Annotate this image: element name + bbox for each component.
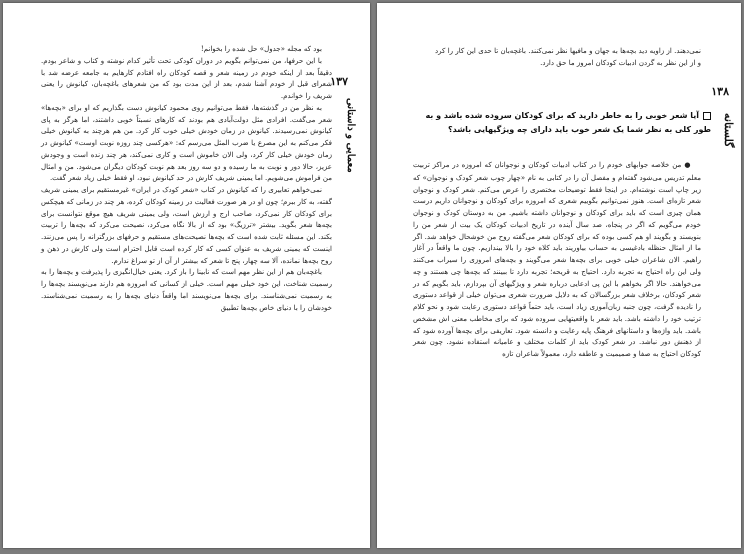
square-bullet-icon (703, 112, 711, 120)
book-page-right (377, 3, 741, 548)
page-number: ۱۳۷ (330, 75, 348, 88)
paragraph: بود که مجله «جدول» حل شده را بخوانم! (200, 44, 322, 53)
page-number: ۱۳۸ (711, 85, 729, 98)
question-text: آیا شعر خوبی را به خاطر دارید که برای کودکان سروده شده باشد و به طور کلی به نظر شما یک شعر خوب باید دارای چه ویژگیهایی باشد؟ (425, 111, 711, 134)
intro-paragraph (435, 45, 701, 69)
paragraph: باغچه‌بان هم از این نظر مهم است که نابینا را باز کرد. یعنی خیال‌انگیزی را پذیرفت و بچه‌ها را به رسمیت شناخت، این خود خیلی مهم است. خیلی از کسانی که امروزه هم دارند می‌نویسند بچه‌ها را به رسمیت نمی‌شناسند. برای بچه‌ها می‌نویسند اما واقعاً دنیای بچه‌ها را به رسمیت نمی‌شناسند. خودشان را با دنیای خاص بچه‌ها تطبیق (41, 267, 332, 312)
running-title: گلستانه (722, 113, 735, 148)
paragraph: نمی‌خواهم تعابیری را که کیانوش در کتاب «شعر کودک در ایران» غیرمستقیم برای یمینی شریف گفته، به کار ببرم؛ چون او در هر صورت فعالیت در زمینه کودکان کرده، هر چند در زمانی که هیچکس برای کودکان کار نمی‌کرد، صاحب ارج و ارزش است، ولی یمینی شریف هیچ موقع نتوانست برای بچه‌ها شعر بگوید. بیشتر «ترزیگ» بود که از بالا نگاه می‌کرد، نصیحت می‌کرد که بچه‌ها را تربیت بکند. این مسئله ثابت شده است که بچه‌ها نصیحت‌های مستقیم و حرفهای بزرگترانه را پس می‌زنند. اینست که یمینی شریف به عنوان کسی که کار کرده است قابل احترام است ولی کارش در ذهن و روح بچه‌ها نمانده، آلا سه چهار، پنج تا شعر که بیشتر از آن از تو سراغ ندارم. (41, 185, 332, 265)
interview-question (411, 109, 711, 137)
paragraph: به نظر من در گذشته‌ها، فقط می‌توانیم روی محمود کیانوش دست بگذاریم که او برای «بچه‌ها» شعر می‌گفت. افرادی مثل دولت‌آبادی هم بودند که کارهای نسبتاً خوبی داشتند، اما هرگز به پای کیانوش نمی‌رسیدند. کیانوش در زمان خودش خیلی خوب کار کرد. من هم هرچند به کیانوش خیلی فکر می‌کنم به این مصرع یا ضرب المثل می‌رسم که: «هرکسی چند روزه نوبت اوست» کیانوش در زمان خودش خیلی کار کرد، ولی الان خاموش است و کاری نمی‌کند، هر چند زنده است و وجودش عزیز، حالا دور و نوبت به ما رسیده و دو سه روز بعد هم نوبت کودکان دیگران می‌شود. من و امثال من فراموش می‌شویم. اما یمینی شریف کارش در حد کیانوش نبود، او فقط خیلی زیاد شعر گفت. (41, 102, 332, 183)
answer-body-text (413, 159, 701, 536)
bullet-dot-icon: ● (684, 161, 691, 169)
answer-text: من خلاصه جوابهای خودم را در کتاب ادبیات کودکان و نوجوانان که امروزه در مراکز تربیت معلم تدریس می‌شود گفته‌ام و مفصل آن را در کتابی به نام «چهار چوب شعر کودک و نوجوان» که زیر چاپ است نوشته‌ام. در اینجا فقط توضیحات مختصری را عرض می‌کنم. شعر کودک و نوجوان شعر تازه‌ای است. هنوز نمی‌توانیم بگوییم شعری که امروزه برای کودکان و نوجوانان داریم درست همان چیزی است که باید برای کودکان و نوجوانان داشته باشیم. من به دوستان کودک و نوجوان خودم می‌گویم که اگر در پنجاه، صد سال آینده در تاریخ ادبیات کودکان یک بیت از شعر من را بنویسند و بگویند او هم کسی بوده که برای کودکان شعر می‌گفته روح من خوشحال خواهد شد. اگر ما از امثال حنظله بادغیسی به حساب بیاوریند باید کلاه خود را بالا بیندازیم. چون ما واقعاً در آغاز راهیم. الان شاعران خیلی خوبی برای بچه‌ها شعر می‌گویند و بچه‌های امروزی را سیراب می‌کنند ولی این راه احتیاج به تجربه دارد. احتیاج به قریحه؛ تجربه دارد تا ببینند که بچه‌ها چی هستند و چه می‌خواهند. حالا اگر بخواهم با این پی ادعایی دربار‌ه شعر و ویژگیهای آن بپردازم، باید بگویم که در شعر کودکان، برخلاف شعر بزرگسالان که به دلایل ضرورت شعری می‌توان خیلی از قواعد دستوری را نادیده گرفت، چون جنبه زبان‌آموزی زیاد است، باید حتماً قواعد دستوری رعایت شود و نحو کلام ترتیب خود را داشته باشد. باید شعر با واقعیتهایی سروده شود که برای مخاطب معنی اش مشخص باشد. باید واژه‌ها و داستانهای فرهنگ پایه رعایت و دانسته شود. تعاریفی برای بچه‌ها آورده شود که از ذهنش دور نباشد. در شعر کودک باید از کلمات مختلف و عامیانه استفاده نشود. چون شعر کودکان احتیاج به صفا و صمیمیت و عاطفه دارد، معمولاً شاعران تازه (413, 160, 701, 358)
book-page-left (3, 3, 370, 548)
paragraph (413, 159, 701, 360)
paragraph: نمی‌دهند. از زاویه دید بچه‌ها به جهان و مافیها نظر نمی‌کنند. باغچه‌بان تا حدی این کار را کرد و از این نظر به گردن ادبیات کودکان امروز ما حق دارد. (435, 46, 701, 67)
running-title: معمایی و داستانی (345, 98, 356, 173)
paragraph: با این حرفها، من نمی‌توانم بگویم در دوران کودکی تحت تأثیر کدام نوشته و کتاب و شاعر بودم. دقیقاً بعد از اینکه خودم در زمینه شعر و قصه کودکان راه افتادم کارهایم به جامعه عرضه شد با شعرای قبل از خودم آشنا شدم، بعد از این مدت بود که من شعرهای باغچه‌بان، کیانوش را یعنی شریف را خواندم. (41, 55, 332, 100)
page-body-text (41, 43, 332, 530)
